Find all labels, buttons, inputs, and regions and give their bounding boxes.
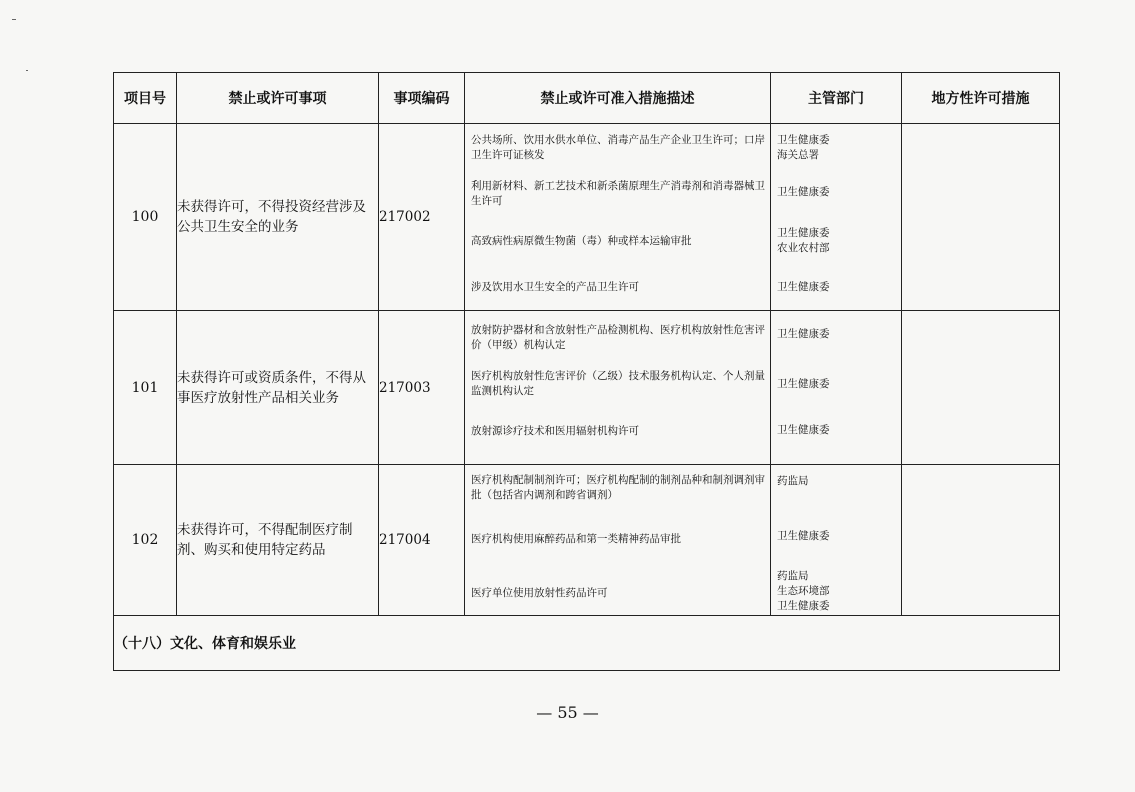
row-local [902, 465, 1060, 616]
desc-entry: 涉及饮用水卫生安全的产品卫生许可 [471, 281, 639, 293]
desc-entry: 高致病性病原微生物菌（毒）种或样本运输审批 [471, 235, 692, 247]
table-row [114, 124, 1060, 311]
dept-entry: 卫生健康委 农业农村部 [777, 227, 830, 254]
row-id: 100 [114, 124, 177, 311]
desc-entry: 利用新材料、新工艺技术和新杀菌原理生产消毒剂和消毒器械卫生许可 [471, 180, 765, 207]
header-dept: 主管部门 [771, 73, 902, 124]
row-local [902, 311, 1060, 465]
desc-entry: 放射源诊疗技术和医用辐射机构许可 [471, 425, 639, 437]
desc-entry: 医疗单位使用放射性药品许可 [471, 587, 608, 599]
desc-entry: 放射防护器材和含放射性产品检测机构、医疗机构放射性危害评价（甲级）机构认定 [471, 324, 765, 351]
row-desc [465, 465, 771, 616]
dept-entry: 卫生健康委 海关总署 [777, 134, 830, 161]
row-dept [771, 465, 902, 616]
table-row [114, 465, 1060, 616]
header-id: 项目号 [114, 73, 177, 124]
header-code: 事项编码 [379, 73, 465, 124]
dept-entry: 药监局 [777, 475, 809, 487]
dept-entry: 卫生健康委 [777, 328, 830, 340]
row-dept [771, 124, 902, 311]
scan-mark [12, 19, 16, 20]
header-local: 地方性许可措施 [902, 73, 1060, 124]
header-row [114, 73, 1060, 124]
row-code: 217003 [379, 311, 465, 465]
row-dept [771, 311, 902, 465]
page-number: — 55 — [536, 703, 599, 722]
row-code: 217004 [379, 465, 465, 616]
dept-entry: 卫生健康委 [777, 281, 830, 293]
row-item: 未获得许可，不得投资经营涉及公共卫生安全的业务 [177, 124, 379, 311]
dept-entry: 药监局 生态环境部 卫生健康委 [777, 570, 830, 612]
row-desc [465, 124, 771, 311]
desc-entry: 医疗机构放射性危害评价（乙级）技术服务机构认定、个人剂量监测机构认定 [471, 370, 765, 397]
row-local [902, 124, 1060, 311]
desc-entry: 公共场所、饮用水供水单位、消毒产品生产企业卫生许可；口岸卫生许可证核发 [471, 134, 765, 161]
dept-entry: 卫生健康委 [777, 424, 830, 436]
scan-mark [26, 70, 28, 71]
dept-entry: 卫生健康委 [777, 530, 830, 542]
row-item: 未获得许可，不得配制医疗制剂、购买和使用特定药品 [177, 465, 379, 616]
desc-entry: 医疗机构配制制剂许可；医疗机构配制的制剂品种和制剂调剂审批（包括省内调剂和跨省调剂） [471, 474, 765, 501]
permit-table [113, 72, 1060, 671]
header-desc: 禁止或许可准入措施描述 [465, 73, 771, 124]
desc-entry: 医疗机构使用麻醉药品和第一类精神药品审批 [471, 533, 681, 545]
section-title: （十八）文化、体育和娱乐业 [114, 616, 1060, 671]
dept-entry: 卫生健康委 [777, 186, 830, 198]
dept-entry: 卫生健康委 [777, 378, 830, 390]
table-row [114, 311, 1060, 465]
row-id: 101 [114, 311, 177, 465]
row-code: 217002 [379, 124, 465, 311]
section-row [114, 616, 1060, 671]
row-id: 102 [114, 465, 177, 616]
row-desc [465, 311, 771, 465]
header-item: 禁止或许可事项 [177, 73, 379, 124]
row-item: 未获得许可或资质条件，不得从事医疗放射性产品相关业务 [177, 311, 379, 465]
